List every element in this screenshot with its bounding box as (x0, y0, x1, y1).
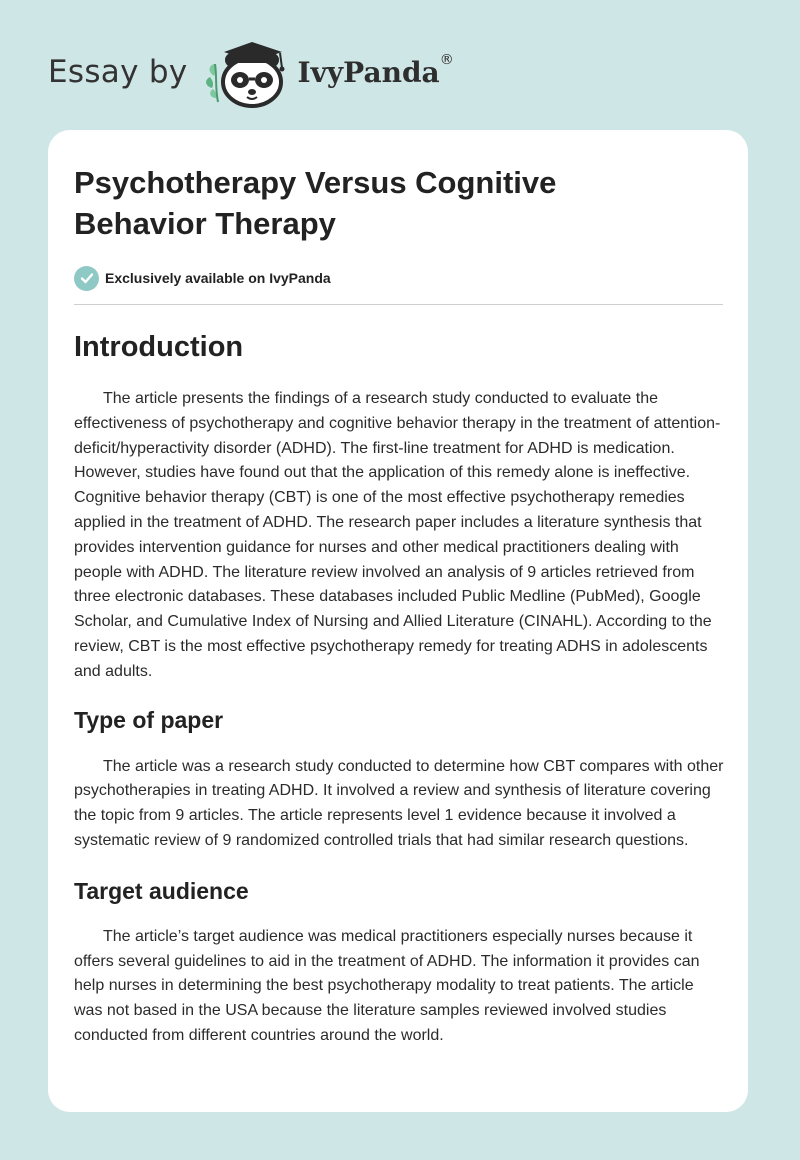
section-paragraph-target-audience: The article’s target audience was medical practitioners especially nurses because it offers several guidelines to aid in the treatment of ADHD. The information it provides can help nurses in determining the best psychotherapy modality to treat patients. The article was not based in the USA because the literature samples reviewed involved studies conducted from different countries around the world. (74, 927, 700, 1044)
exclusive-badge (74, 265, 722, 291)
brand-name[interactable]: IvyPanda® (297, 51, 454, 89)
article-card (48, 130, 748, 1112)
site-header (48, 36, 454, 108)
registered-mark: ® (439, 51, 454, 68)
exclusive-badge-label: Exclusively available on IvyPanda (105, 270, 331, 286)
essay-by-label: Essay by (48, 54, 188, 90)
divider (74, 304, 723, 305)
section-heading-introduction: Introduction (74, 331, 244, 363)
panda-graduate-logo-icon[interactable] (202, 36, 296, 108)
section-heading-target-audience: Target audience (74, 877, 249, 904)
page-title: Psychotherapy Versus Cognitive Behavior Therapy (74, 165, 557, 241)
section-paragraph-introduction: The article presents the findings of a research study conducted to evaluate the effectiveness of psychotherapy and cognitive behavior therapy in the treatment of attention-deficit/hyperactivity disorder (ADHD). The first-line treatment for ADHD is medication. However, studies have found out that the application of this remedy alone is ineffective. Cognitive behavior therapy (CBT) is one of the most effective psychotherapy remedies applied in the treatment of ADHD. The research paper includes a literature synthesis that provides intervention guidance for nurses and other medical practitioners dealing with people with ADHD. The literature review involved an analysis of 9 articles retrieved from three electronic databases. These databases included Public Medline (PubMed), Google Scholar, and Cumulative Index of Nursing and Allied Literature (CINAHL). According to the review, CBT is the most effective psychotherapy remedy for treating ADHS in adolescents and adults. (74, 390, 721, 680)
section-paragraph-type-of-paper: The article was a research study conducted to determine how CBT compares with other psychotherapies in treating ADHD. It involved a review and synthesis of literature covering the topic from 9 articles. The article represents level 1 evidence because it involved a systematic review of 9 randomized controlled trials that had similar research questions. (74, 757, 724, 849)
section-heading-type-of-paper: Type of paper (74, 706, 224, 733)
check-circle-icon (74, 266, 99, 291)
